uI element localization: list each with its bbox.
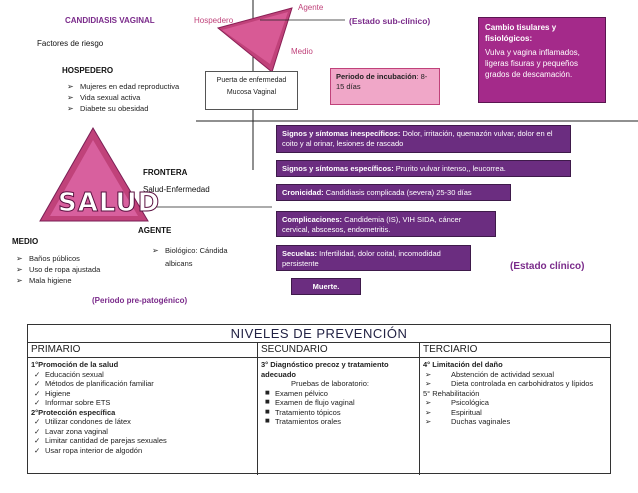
cambio-tisulares-box xyxy=(478,17,606,103)
list-item: ➢ Espiritual xyxy=(423,408,607,418)
list-item: ➢ Duchas vaginales xyxy=(423,417,607,427)
list-item: ➢ Uso de ropa ajustada xyxy=(16,264,100,275)
list-item: ✓ Lavar zona vaginal xyxy=(31,427,254,437)
list-item: ➢ Abstención de actividad sexual xyxy=(423,370,607,380)
stage-bold: Secuelas: xyxy=(282,249,318,258)
agente-label: Agente xyxy=(298,3,324,12)
primary-heading-1: 1°Promoción de la salud xyxy=(31,360,119,369)
header-terciario: TERCIARIO xyxy=(423,344,478,355)
stage-cronicidad xyxy=(276,184,511,201)
list-item: ■ Tratamiento tópicos xyxy=(261,408,416,418)
list-item: ➢ Psicológica xyxy=(423,398,607,408)
periodo-incubacion-rest: : 8-15 días xyxy=(336,72,428,91)
stage-inespecificos xyxy=(276,125,571,153)
header-secundario: SECUNDARIO xyxy=(258,343,420,357)
primary-heading-2: 2°Protección específica xyxy=(31,407,116,417)
agente-list xyxy=(152,244,252,270)
list-item: ✓ Informar sobre ETS xyxy=(31,398,254,408)
stage-rest: Candidemia (IS), VIH SIDA, cáncer cervical, abscesos, endometritis. xyxy=(282,215,462,234)
tertiary-heading-2: 5° Rehabilitación xyxy=(423,388,480,398)
list-item: ■ Examen de flujo vaginal xyxy=(261,398,416,408)
stage-rest: Candidiasis complicada (severa) 25-30 días xyxy=(323,188,472,197)
periodo-prepatogenico: (Periodo pre-patogénico) xyxy=(92,296,188,305)
estado-clinico: (Estado clínico) xyxy=(510,261,585,272)
puerta-enfermedad-box xyxy=(205,71,298,110)
stage-rest: Infertilidad, dolor coital, incomodidad persistente xyxy=(282,249,441,268)
list-item: ✓ Limitar cantidad de parejas sexuales xyxy=(31,436,254,446)
list-item: ■ Tratamientos orales xyxy=(261,417,416,427)
list-item: ➢ Mala higiene xyxy=(16,275,100,286)
list-item: ➢ Baños públicos xyxy=(16,253,100,264)
medio-list xyxy=(16,253,100,286)
cambio-title: Cambio tisulares y fisiológicos: xyxy=(485,23,557,43)
stage-rest: Dolor, irritación, quemazón vulvar, dolor en el coito y al orinar, lesiones de rascado xyxy=(282,129,553,148)
tertiary-heading-1: 4° Limitación del daño xyxy=(423,360,503,369)
prevention-headers xyxy=(28,343,610,358)
prevention-table xyxy=(27,324,611,474)
diagram-title: CANDIDIASIS VAGINAL xyxy=(65,16,155,25)
frontera-heading: FRONTERA xyxy=(143,168,188,177)
secondary-sub: Pruebas de laboratorio: xyxy=(291,379,369,388)
list-item: ➢ Vida sexual activa xyxy=(67,92,179,103)
stage-bold: Signos y síntomas específicos: xyxy=(282,164,394,173)
list-item: ✓ Utilizar condones de látex xyxy=(31,417,254,427)
stage-bold: Cronicidad: xyxy=(282,188,324,197)
list-item: ✓ Usar ropa interior de algodón xyxy=(31,446,254,456)
tertiary-column xyxy=(420,358,610,475)
hospedero-heading: HOSPEDERO xyxy=(62,66,114,75)
list-item: ➢ Diabete su obesidad xyxy=(67,103,179,114)
prevention-title: NIVELES DE PREVENCIÓN xyxy=(28,325,610,343)
stage-secuelas xyxy=(276,245,471,271)
primary-column xyxy=(28,358,258,475)
stage-especificos xyxy=(276,160,571,177)
list-item: ➢ Biológico: Cándida albicans xyxy=(152,244,252,270)
hospedero-label: Hospedero xyxy=(194,16,234,25)
periodo-incubacion-bold: Periodo de incubación xyxy=(336,72,417,81)
list-item: ✓ Métodos de planificación familiar xyxy=(31,379,254,389)
cambio-text: Vulva y vagina inflamados, ligeras fisuras y pequeños grados de descamación. xyxy=(485,48,580,79)
stage-bold: Muerte. xyxy=(312,282,340,291)
factores-riesgo: Factores de riesgo xyxy=(37,39,104,48)
stage-complicaciones xyxy=(276,211,496,237)
periodo-incubacion-box xyxy=(330,68,440,105)
stage-muerte xyxy=(291,278,361,295)
agente-heading: AGENTE xyxy=(138,226,172,235)
list-item: ➢ Mujeres en edad reproductiva xyxy=(67,81,179,92)
stage-bold: Signos y síntomas inespecíficos: xyxy=(282,129,401,138)
stage-rest: Prurito vulvar intenso,, leucorrea. xyxy=(393,164,506,173)
stage-bold: Complicaciones: xyxy=(282,215,343,224)
medio-heading: MEDIO xyxy=(12,237,39,246)
secondary-column xyxy=(258,358,420,475)
list-item: ✓ Higiene xyxy=(31,389,254,399)
secondary-heading: 3° Diagnóstico precoz y tratamiento adecuado xyxy=(261,360,389,379)
estado-subclinico: (Estado sub-clínico) xyxy=(349,16,431,26)
list-item: ✓ Educación sexual xyxy=(31,370,254,380)
list-item: ➢ Dieta controlada en carbohidratos y lípidos xyxy=(423,379,607,389)
medio-label: Medio xyxy=(291,47,313,56)
salud-label: SALUD xyxy=(58,188,161,218)
puerta-line1: Puerta de enfermedad xyxy=(216,77,287,84)
salud-enfermedad: Salud-Enfermedad xyxy=(143,185,210,194)
list-item: ■ Examen pélvico xyxy=(261,389,416,399)
puerta-line2: Mucosa Vaginal xyxy=(226,89,277,96)
header-primario: PRIMARIO xyxy=(28,343,258,357)
